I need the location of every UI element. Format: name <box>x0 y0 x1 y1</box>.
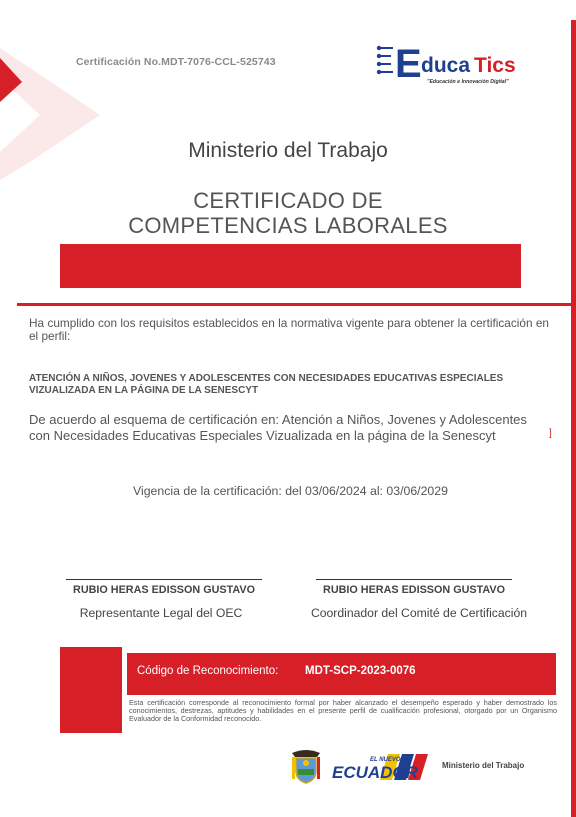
red-divider <box>17 303 576 306</box>
title-line-2: COMPETENCIAS LABORALES <box>128 213 448 238</box>
signature-line-2 <box>316 579 512 580</box>
ministry-small-logo: Ministerio del Trabajo <box>442 761 525 770</box>
svg-text:Tics: Tics <box>474 54 516 77</box>
footnote-text: Esta certificación corresponde al reconocimiento formal por haber alcanzado el desempeño esperado y haber demostrado los conocimientos, destrezas, aptitudes y habilidades en el presente perfil de cualificación profesional, otorgado por un Organismo Evaluador de la Conformidad reconocido. <box>129 698 557 723</box>
signer-2-role: Coordinador del Comité de Certificación <box>310 606 528 620</box>
validity-text: Vigencia de la certificación: del 03/06/2024 al: 03/06/2029 <box>133 484 448 498</box>
title-line-1: CERTIFICADO DE <box>193 188 383 213</box>
red-block <box>60 647 122 733</box>
recipient-name-bar <box>60 244 521 288</box>
ministry-heading: Ministerio del Trabajo <box>188 139 388 162</box>
educatics-logo <box>375 34 545 90</box>
signer-2-name: RUBIO HERAS EDISSON GUSTAVO <box>323 584 505 596</box>
ecuador-coat-of-arms-icon <box>289 747 323 785</box>
logo-text-educa: duca <box>421 54 471 77</box>
svg-text:EL NUEVO: EL NUEVO <box>370 757 401 763</box>
recognition-code-label: Código de Reconocimiento: <box>137 665 279 677</box>
svg-text:ECUADOR: ECUADOR <box>332 763 418 782</box>
intro-text: Ha cumplido con los requisitos establecidos en la normativa vigente para obtener la certificación en el perfil: <box>29 316 549 343</box>
signer-1-role: Representante Legal del OEC <box>79 606 243 620</box>
bracket-mark: ] <box>549 428 552 439</box>
scheme-text: De acuerdo al esquema de certificación en: Atención a Niños, Jovenes y Adolescentes con Necesidades Educativas Especiales Vizualizada en la página de la Senescyt <box>29 412 527 443</box>
el-nuevo-ecuador-logo <box>330 750 434 784</box>
certification-number: Certificación No.MDT-7076-CCL-525743 <box>76 56 276 68</box>
recognition-code-value: MDT-SCP-2023-0076 <box>305 665 416 677</box>
signature-line-1 <box>66 579 262 580</box>
svg-text:"Educación e Innovación Digita: "Educación e Innovación Digital" <box>427 79 509 85</box>
certificate-title <box>0 188 576 238</box>
signer-1-name: RUBIO HERAS EDISSON GUSTAVO <box>73 584 255 596</box>
profile-title: ATENCIÓN A NIÑOS, JOVENES Y ADOLESCENTES CON NECESIDADES EDUCATIVAS ESPECIALES VIZUALIZADA EN LA PÁGINA DE LA SENESCYT <box>29 373 504 396</box>
svg-text:E: E <box>395 42 422 86</box>
recognition-code-bar <box>127 653 556 695</box>
